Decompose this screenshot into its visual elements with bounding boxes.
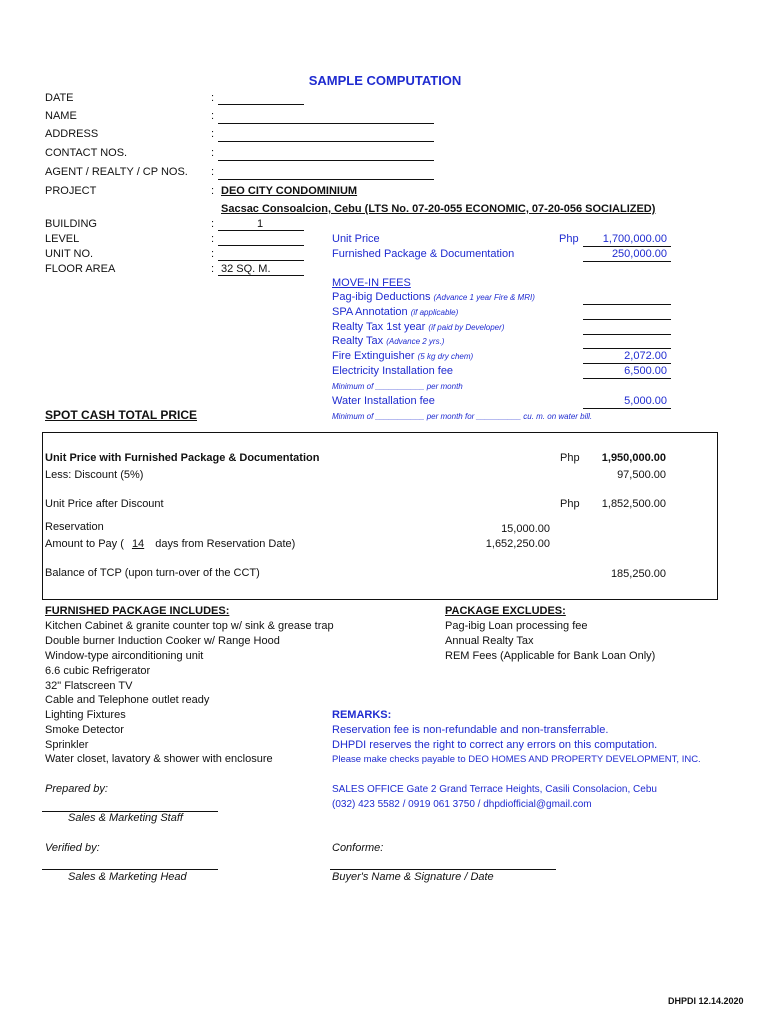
colon: : <box>211 185 215 197</box>
realty1-note: (if paid by Developer) <box>428 323 505 332</box>
label-address: ADDRESS <box>45 128 99 140</box>
colon: : <box>211 248 215 260</box>
include-item: Kitchen Cabinet & granite counter top w/ sink & grease trap <box>45 620 334 632</box>
label-name: NAME <box>45 110 77 122</box>
address-field[interactable] <box>218 141 434 142</box>
sales-staff-label: Sales & Marketing Staff <box>68 812 183 824</box>
furnished-value: 250,000.00 <box>611 248 667 260</box>
less-discount-label: Less: Discount (5%) <box>45 469 144 481</box>
realty2-note: (Advance 2 yrs.) <box>386 337 445 346</box>
colon: : <box>211 233 215 245</box>
min-month-note: Minimum of ___________ per month <box>332 382 463 391</box>
project-address: Sacsac Consoalcion, Cebu (LTS No. 07-20-055 ECONOMIC, 07-20-056 SOCIALIZED) <box>221 203 656 215</box>
unit-price-value: 1,700,000.00 <box>602 233 667 245</box>
contact-info: (032) 423 5582 / 0919 061 3750 / dhpdiofficial@gmail.com <box>332 799 592 810</box>
water-label: Water Installation fee <box>332 395 435 407</box>
amount-to-pay-label <box>45 538 295 550</box>
page-title: SAMPLE COMPUTATION <box>308 73 462 88</box>
pagibig-field[interactable] <box>583 304 671 305</box>
reservation-label: Reservation <box>45 521 104 533</box>
realty2-label: Realty Tax <box>332 335 384 347</box>
sales-head-label: Sales & Marketing Head <box>68 871 187 883</box>
name-field[interactable] <box>218 123 434 124</box>
unit-furnished-label: Unit Price with Furnished Package & Documentation <box>45 452 320 464</box>
colon: : <box>211 92 215 104</box>
unit-price-label: Unit Price <box>332 233 380 245</box>
min-water-note: Minimum of ___________ per month for __________ cu. m. on water bill. <box>332 412 593 421</box>
divider <box>583 261 671 262</box>
divider <box>583 378 671 379</box>
spot-cash-title: SPOT CASH TOTAL PRICE <box>45 408 198 422</box>
after-discount-label: Unit Price after Discount <box>45 498 164 510</box>
unit-furnished-value: 1,950,000.00 <box>601 452 666 464</box>
after-discount-value: 1,852,500.00 <box>601 498 666 510</box>
realty2-field[interactable] <box>583 348 671 349</box>
conforme-label: Conforme: <box>332 842 384 854</box>
pagibig-note: (Advance 1 year Fire & MRI) <box>433 293 535 302</box>
reservation-value: 15,000.00 <box>501 523 550 535</box>
building-field[interactable] <box>218 230 304 231</box>
label-project: PROJECT <box>45 185 97 197</box>
divider <box>583 408 671 409</box>
move-in-header: MOVE-IN FEES <box>332 277 411 289</box>
remarks-header: REMARKS: <box>332 709 392 721</box>
colon: : <box>211 166 215 178</box>
divider <box>583 246 671 247</box>
label-floor-area: FLOOR AREA <box>45 263 116 275</box>
remark-line: Reservation fee is non-refundable and non-transferrable. <box>332 724 609 736</box>
verified-signature-line[interactable] <box>42 869 218 870</box>
include-item: 6.6 cubic Refrigerator <box>45 665 151 677</box>
label-agent: AGENT / REALTY / CP NOS. <box>45 166 188 178</box>
include-item: Smoke Detector <box>45 724 124 736</box>
includes-header: FURNISHED PACKAGE INCLUDES: <box>45 605 230 617</box>
fire-value: 2,072.00 <box>624 350 667 362</box>
colon: : <box>211 128 215 140</box>
agent-field[interactable] <box>218 179 434 180</box>
exclude-item: Pag-ibig Loan processing fee <box>445 620 588 632</box>
php-label: Php <box>560 452 580 464</box>
php-label: Php <box>559 233 579 245</box>
balance-value: 185,250.00 <box>610 568 666 580</box>
spa-field[interactable] <box>583 319 671 320</box>
colon: : <box>211 218 215 230</box>
electric-value: 6,500.00 <box>624 365 667 377</box>
date-field[interactable] <box>218 104 304 105</box>
prepared-by-label: Prepared by: <box>45 783 108 795</box>
amount-pay-text-end: days from Reservation Date) <box>149 538 296 550</box>
excludes-header: PACKAGE EXCLUDES: <box>445 605 566 617</box>
include-item: Double burner Induction Cooker w/ Range Hood <box>45 635 280 647</box>
electric-label: Electricity Installation fee <box>332 365 454 377</box>
include-item: Lighting Fixtures <box>45 709 126 721</box>
include-item: Water closet, lavatory & shower with enclosure <box>45 753 273 765</box>
label-level: LEVEL <box>45 233 80 245</box>
discount-value: 97,500.00 <box>617 469 666 481</box>
floor-area-field[interactable] <box>218 275 304 276</box>
buyer-label: Buyer's Name & Signature / Date <box>332 871 494 883</box>
buyer-signature-line[interactable] <box>330 869 556 870</box>
remark-line: DHPDI reserves the right to correct any errors on this computation. <box>332 739 658 751</box>
include-item: Cable and Telephone outlet ready <box>45 694 210 706</box>
spa-label: SPA Annotation <box>332 306 408 318</box>
sales-office: SALES OFFICE Gate 2 Grand Terrace Heights, Casili Consolacion, Cebu <box>332 784 657 795</box>
balance-label: Balance of TCP (upon turn-over of the CCT) <box>45 567 260 579</box>
fire-label: Fire Extinguisher <box>332 350 415 362</box>
colon: : <box>211 263 215 275</box>
water-value: 5,000.00 <box>624 395 667 407</box>
include-item: Window-type airconditioning unit <box>45 650 204 662</box>
amount-pay-text: Amount to Pay ( <box>45 538 127 550</box>
contact-field[interactable] <box>218 160 434 161</box>
spa-note: (if applicable) <box>410 308 459 317</box>
divider <box>583 363 671 364</box>
label-contact: CONTACT NOS. <box>45 147 128 159</box>
project-value: DEO CITY CONDOMINIUM <box>221 185 358 197</box>
label-date: DATE <box>45 92 74 104</box>
php-label: Php <box>560 498 580 510</box>
label-building: BUILDING <box>45 218 97 230</box>
include-item: 32" Flatscreen TV <box>45 680 133 692</box>
exclude-item: Annual Realty Tax <box>445 635 534 647</box>
exclude-item: REM Fees (Applicable for Bank Loan Only) <box>445 650 656 662</box>
level-field[interactable] <box>218 245 304 246</box>
floor-area-value: 32 SQ. M. <box>221 263 271 275</box>
remark-line: Please make checks payable to DEO HOMES AND PROPERTY DEVELOPMENT, INC. <box>332 754 701 765</box>
include-item: Sprinkler <box>45 739 89 751</box>
pagibig-label: Pag-ibig Deductions <box>332 291 431 303</box>
furnished-label: Furnished Package & Documentation <box>332 248 515 260</box>
realty1-label: Realty Tax 1st year <box>332 321 426 333</box>
verified-by-label: Verified by: <box>45 842 100 854</box>
realty1-field[interactable] <box>583 334 671 335</box>
amount-pay-value: 1,652,250.00 <box>485 538 550 550</box>
colon: : <box>211 110 215 122</box>
colon: : <box>211 147 215 159</box>
building-value: 1 <box>257 218 264 230</box>
days-value: 14 <box>131 538 145 550</box>
fire-note: (5 kg dry chem) <box>417 352 474 361</box>
label-unit-no: UNIT NO. <box>45 248 94 260</box>
footer-code: DHPDI 12.14.2020 <box>668 996 744 1006</box>
unit-no-field[interactable] <box>218 260 304 261</box>
